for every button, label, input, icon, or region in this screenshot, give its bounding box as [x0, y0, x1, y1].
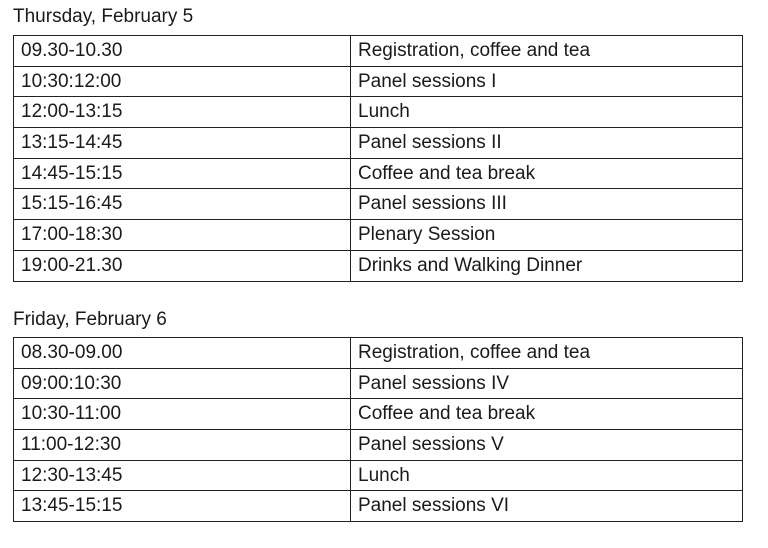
time-cell: 17:00-18:30	[14, 220, 351, 251]
time-cell: 19:00-21.30	[14, 250, 351, 281]
table-row	[14, 158, 743, 189]
event-cell: Registration, coffee and tea	[351, 36, 743, 67]
table-row	[14, 66, 743, 97]
time-cell: 10:30:12:00	[14, 66, 351, 97]
table-row	[14, 250, 743, 281]
event-cell: Panel sessions VI	[351, 491, 743, 522]
day-heading-thursday: Thursday, February 5	[13, 6, 194, 27]
table-row	[14, 97, 743, 128]
table-row	[14, 338, 743, 369]
time-cell: 12:30-13:45	[14, 460, 351, 491]
event-cell: Drinks and Walking Dinner	[351, 250, 743, 281]
time-cell: 08.30-09.00	[14, 338, 351, 369]
table-row	[14, 128, 743, 159]
time-cell: 13:15-14:45	[14, 128, 351, 159]
event-cell: Panel sessions III	[351, 189, 743, 220]
event-cell: Panel sessions II	[351, 128, 743, 159]
event-cell: Panel sessions V	[351, 430, 743, 461]
table-row	[14, 491, 743, 522]
table-row	[14, 368, 743, 399]
time-cell: 10:30-11:00	[14, 399, 351, 430]
table-row	[14, 36, 743, 67]
time-cell: 12:00-13:15	[14, 97, 351, 128]
time-cell: 11:00-12:30	[14, 430, 351, 461]
time-cell: 09.30-10.30	[14, 36, 351, 67]
time-cell: 13:45-15:15	[14, 491, 351, 522]
event-cell: Lunch	[351, 97, 743, 128]
table-row	[14, 430, 743, 461]
event-cell: Panel sessions I	[351, 66, 743, 97]
day-heading-friday: Friday, February 6	[13, 309, 167, 330]
table-row	[14, 189, 743, 220]
time-cell: 15:15-16:45	[14, 189, 351, 220]
schedule-table-thursday	[13, 35, 743, 282]
event-cell: Coffee and tea break	[351, 399, 743, 430]
table-row	[14, 399, 743, 430]
event-cell: Coffee and tea break	[351, 158, 743, 189]
event-cell: Lunch	[351, 460, 743, 491]
time-cell: 14:45-15:15	[14, 158, 351, 189]
table-row	[14, 220, 743, 251]
event-cell: Panel sessions IV	[351, 368, 743, 399]
event-cell: Plenary Session	[351, 220, 743, 251]
event-cell: Registration, coffee and tea	[351, 338, 743, 369]
table-row	[14, 460, 743, 491]
time-cell: 09:00:10:30	[14, 368, 351, 399]
schedule-table-friday	[13, 337, 743, 522]
